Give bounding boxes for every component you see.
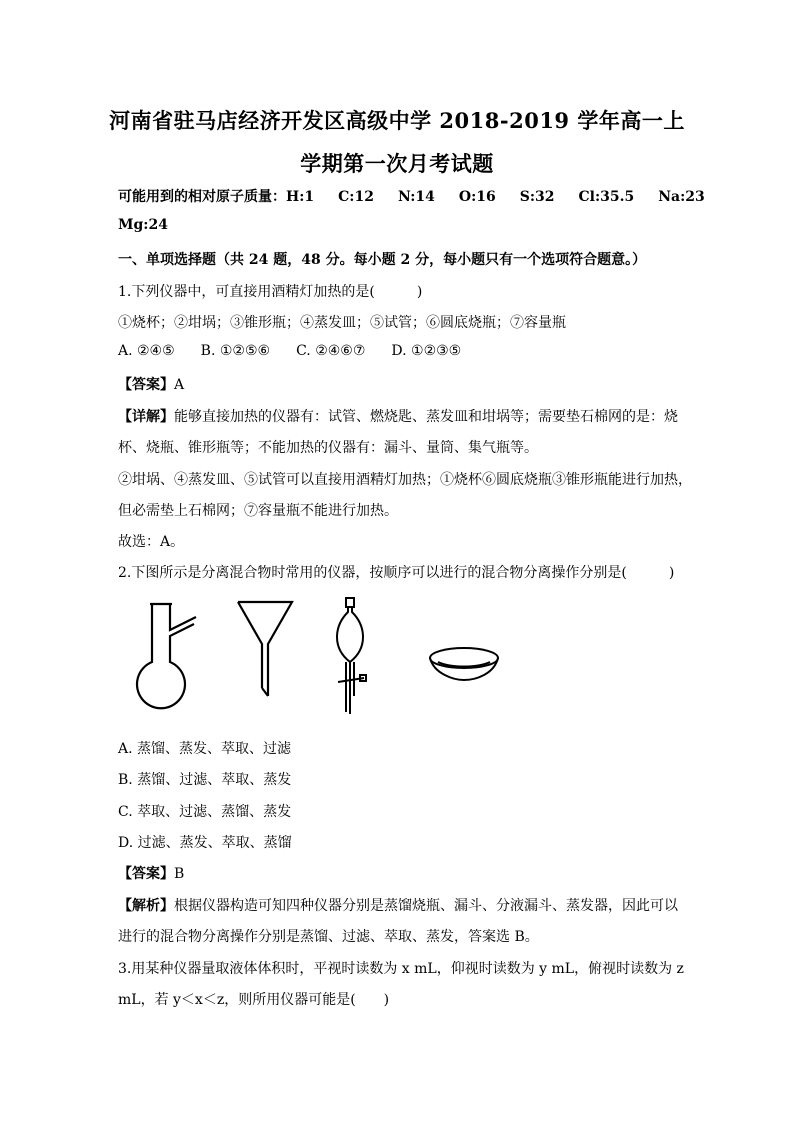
funnel-icon	[234, 596, 296, 714]
q2-analysis-line1	[118, 895, 678, 915]
q2-answer	[118, 863, 184, 883]
atomic-mass-label: 可能用到的相对原子质量：	[118, 189, 286, 205]
q1-answer-label: 【答案】	[118, 377, 174, 393]
q2-option-b: B. 蒸馏、过滤、萃取、蒸发	[118, 772, 292, 788]
q1-answer	[118, 374, 184, 394]
q1-detail-line3: ②坩埚、④蒸发皿、⑤试管可以直接用酒精灯加热；①烧杯⑥圆底烧瓶③锥形瓶能进行加热，	[118, 472, 692, 488]
q1-detail-line1	[118, 406, 678, 426]
atomic-mass-s: S:32	[519, 189, 555, 205]
atomic-mass-n: N:14	[397, 189, 435, 205]
q1-detail-text1: 能够直接加热的仪器有：试管、燃烧匙、蒸发皿和坩埚等；需要垫石棉网的是：烧	[174, 409, 678, 425]
document-title-line1: 河南省驻马店经济开发区高级中学 2018-2019 学年高一上	[109, 108, 685, 133]
q2-option-c: C. 萃取、过滤、蒸馏、蒸发	[118, 804, 292, 820]
section-heading: 一、单项选择题（共 24 题，48 分。每小题 2 分，每小题只有一个选项符合题意。）	[118, 252, 647, 268]
q1-detail-line2: 杯、烧瓶、锥形瓶等；不能加热的仪器有：漏斗、量筒、集气瓶等。	[118, 440, 538, 456]
q2-analysis-label: 【解析】	[118, 898, 174, 914]
atomic-mass-line	[118, 186, 729, 206]
atomic-mass-na: Na:23	[658, 189, 705, 205]
q1-conclusion: 故选：A。	[118, 534, 185, 550]
q3-stem-line2: mL，若 y＜x＜z，则所用仪器可能是( )	[118, 992, 390, 1008]
atomic-mass-c: C:12	[338, 189, 374, 205]
q2-apparatus-figure	[118, 596, 538, 721]
separatory-funnel-icon	[324, 596, 376, 721]
q1-option-d: D. ①②③⑤	[391, 343, 462, 359]
atomic-mass-mg: Mg:24	[118, 217, 168, 233]
document-title-line2: 学期第一次月考试题	[300, 151, 494, 176]
q1-stem: 1.下列仪器中，可直接用酒精灯加热的是( )	[118, 284, 423, 300]
q2-analysis-text1: 根据仪器构造可知四种仪器分别是蒸馏烧瓶、漏斗、分液漏斗、蒸发器，因此可以	[174, 898, 678, 914]
q1-detail-label: 【详解】	[118, 409, 174, 425]
atomic-mass-cl: Cl:35.5	[578, 189, 635, 205]
q2-answer-value: B	[174, 866, 185, 882]
distillation-flask-icon	[132, 596, 202, 714]
q1-answer-value: A	[174, 377, 185, 393]
atomic-mass-h: H:1	[286, 189, 315, 205]
q1-option-b: B. ①②⑤⑥	[200, 343, 271, 359]
q2-option-a: A. 蒸馏、蒸发、萃取、过滤	[118, 741, 292, 757]
q1-items: ①烧杯；②坩埚；③锥形瓶；④蒸发皿；⑤试管；⑥圆底烧瓶；⑦容量瓶	[118, 315, 566, 331]
q2-answer-label: 【答案】	[118, 866, 174, 882]
q2-stem: 2.下图所示是分离混合物时常用的仪器，按顺序可以进行的混合物分离操作分别是( )	[118, 565, 675, 581]
atomic-mass-o: O:16	[458, 189, 496, 205]
evaporating-dish-icon	[424, 596, 504, 714]
q1-option-c: C. ②④⑥⑦	[296, 343, 366, 359]
q1-options	[118, 343, 487, 359]
q1-option-a: A. ②④⑤	[118, 343, 175, 359]
q2-analysis-line2: 进行的混合物分离操作分别是蒸馏、过滤、萃取、蒸发，答案选 B。	[118, 929, 539, 945]
q3-stem-line1: 3.用某种仪器量取液体体积时，平视时读数为 x mL，仰视时读数为 y mL，俯视时读数为 z	[118, 961, 684, 977]
q2-option-d: D. 过滤、蒸发、萃取、蒸馏	[118, 835, 292, 851]
q1-detail-line4: 但必需垫上石棉网；⑦容量瓶不能进行加热。	[118, 503, 398, 519]
